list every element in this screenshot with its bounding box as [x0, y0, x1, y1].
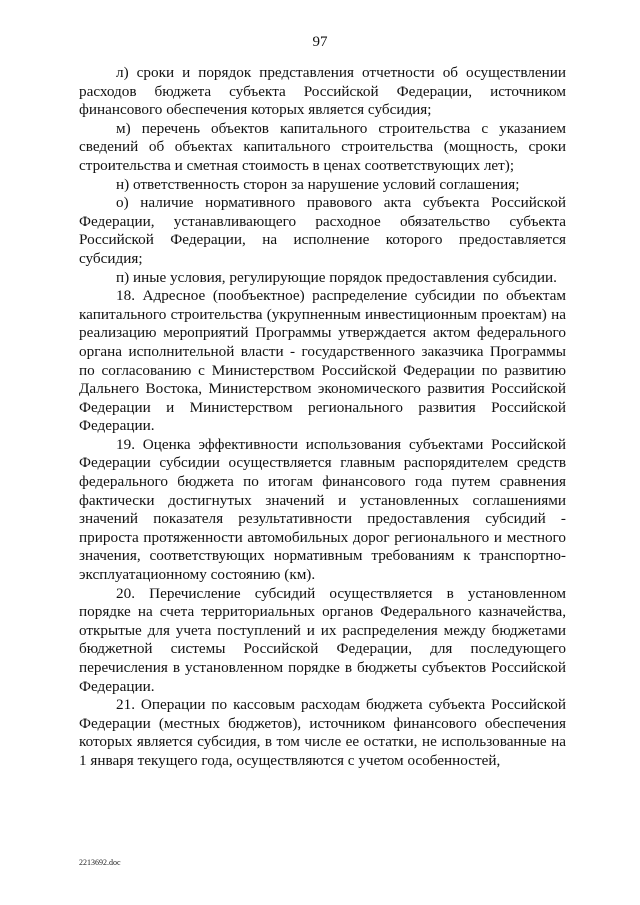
paragraph-l: л) сроки и порядок представления отчетности об осуществлении расходов бюджета субъекта Российской Федерации, источником финансового обеспечения которых является субсидия; — [79, 64, 566, 119]
paragraph-19: 19. Оценка эффективности использования субъектами Российской Федерации субсидии осуществляется главным распорядителем средств федерального бюджета по итогам финансового года путем сравнения фактически достигнутых значений и установленных соглашениями значений показателя результативности предоставления субсидий - прироста протяженности автомобильных дорог регионального и местного значения, соответствующих нормативным требованиям к транспортно-эксплуатационному состоянию (км). — [79, 435, 566, 584]
document-filename: 2213692.doc — [79, 858, 121, 867]
paragraph-o: о) наличие нормативного правового акта субъекта Российской Федерации, устанавливающего расходное обязательство субъекта Российской Федерации, на исполнение которого предоставляется субсидия; — [79, 194, 566, 267]
paragraph-18: 18. Адресное (пообъектное) распределение субсидии по объектам капитального строительства (укрупненным инвестиционным проектам) на реализацию мероприятий Программы утверждается актом федерального органа исполнительной власти - государственного заказчика Программы по согласованию с Министерством Российской Федерации по развитию Дальнего Востока, Министерством экономического развития Российской Федерации и Министерством регионального развития Российской Федерации. — [79, 287, 566, 435]
document-body — [79, 64, 566, 771]
paragraph-20: 20. Перечисление субсидий осуществляется в установленном порядке на счета территориальных органов Федерального казначейства, открытые для учета поступлений и их распределения между бюджетами бюджетной системы Российской Федерации, для последующего перечисления в установленном порядке в бюджеты субъектов Российской Федерации. — [79, 584, 566, 695]
paragraph-n: н) ответственность сторон за нарушение условий соглашения; — [116, 175, 520, 193]
page-number: 97 — [312, 34, 328, 50]
paragraph-21: 21. Операции по кассовым расходам бюджета субъекта Российской Федерации (местных бюджетов), источником финансового обеспечения которых является субсидия, в том числе ее остатки, не использованные на 1 января текущего года, осуществляются с учетом особенностей, — [79, 696, 566, 769]
paragraph-p: п) иные условия, регулирующие порядок предоставления субсидии. — [116, 268, 557, 286]
paragraph-m: м) перечень объектов капитального строительства с указанием сведений об объектах капитального строительства (мощность, сроки строительства и сметная стоимость в ценах соответствующих лет); — [79, 119, 566, 174]
